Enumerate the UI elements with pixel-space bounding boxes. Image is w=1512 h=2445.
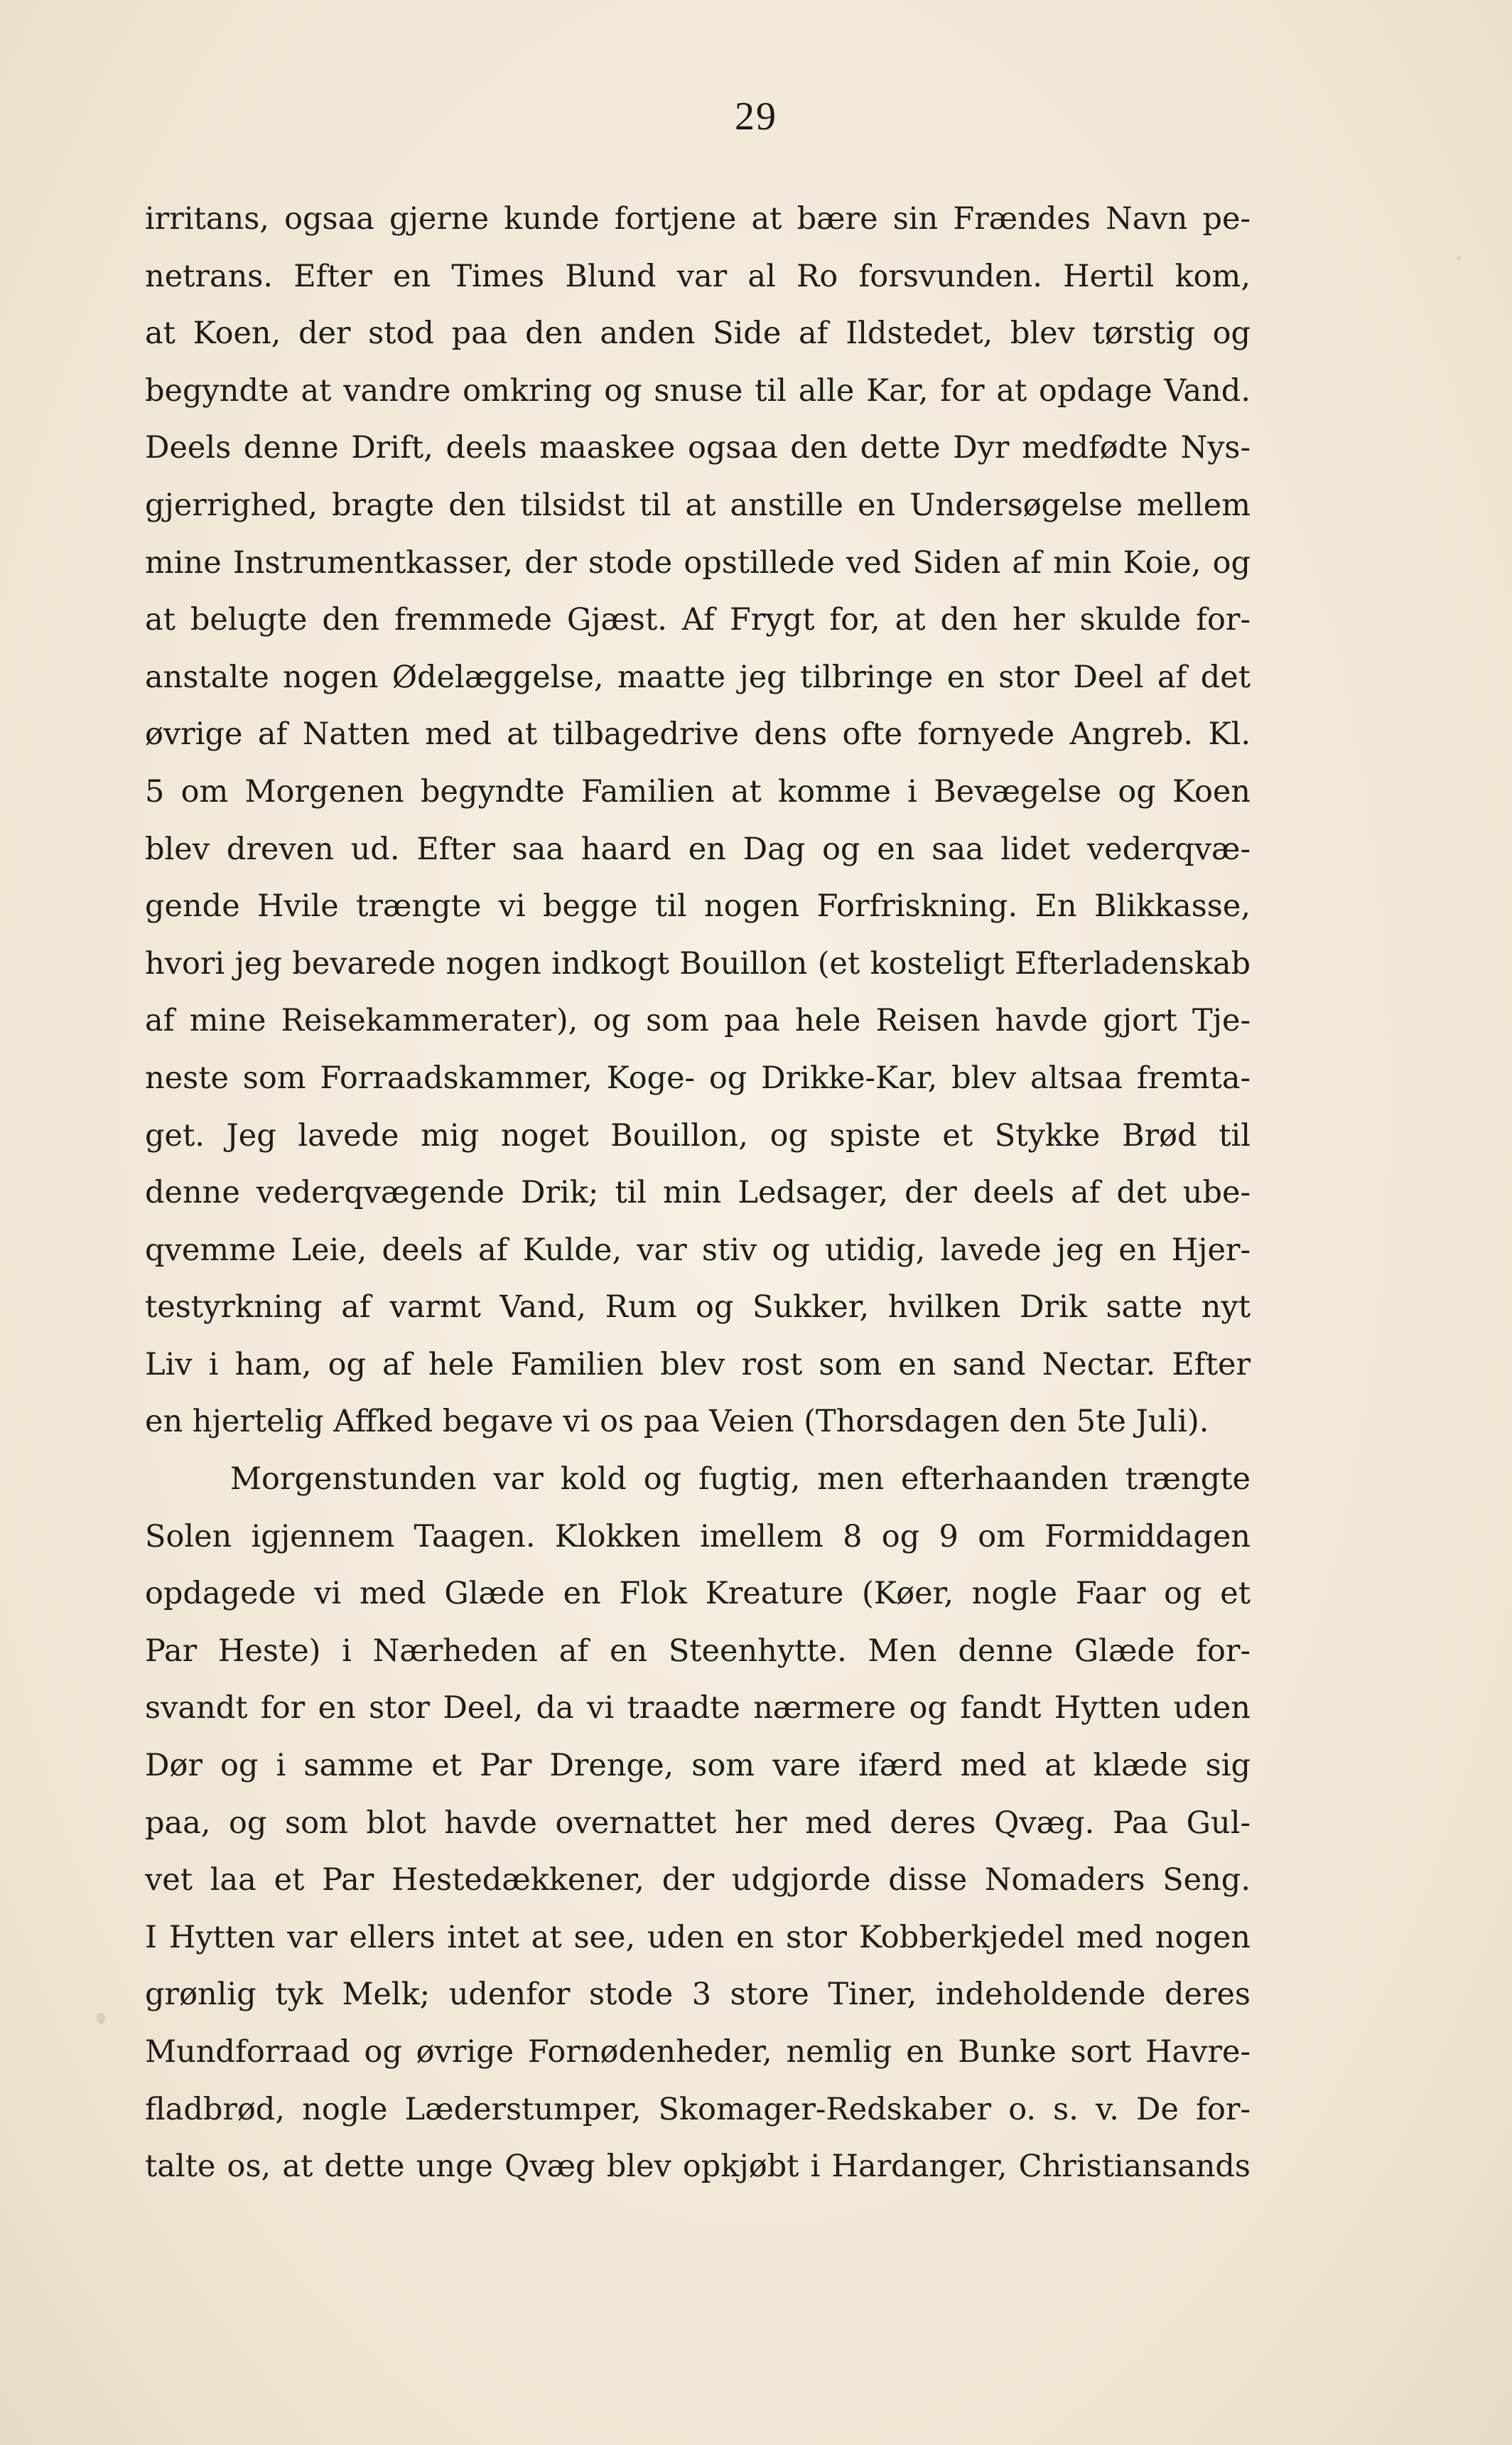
text-line: en hjertelig Affked begave vi os paa Veien (Thorsdagen den 5te Juli). [145, 1404, 1209, 1440]
page-number: 29 [735, 95, 777, 139]
text-line: paa, og som blot havde overnattet her med deres Qvæg. Paa Gul- [145, 1805, 1251, 1841]
text-line: at Koen, der stod paa den anden Side af Ildstedet, blev tørstig og [145, 316, 1251, 352]
text-line: begyndte at vandre omkring og snuse til alle Kar, for at opdage Vand. [145, 372, 1251, 409]
paper-spot [97, 2013, 105, 2024]
text-line: gende Hvile trængte vi begge til nogen Forfriskning. En Blikkasse, [145, 888, 1251, 925]
text-line: testyrkning af varmt Vand, Rum og Sukker, hvilken Drik satte nyt [145, 1289, 1251, 1326]
text-line: irritans, ogsaa gjerne kunde fortjene at bære sin Frændes Navn pe- [145, 201, 1251, 237]
text-line: hvori jeg bevarede nogen indkogt Bouillon (et kosteligt Efterladenskab [145, 945, 1251, 982]
text-line: Deels denne Drift, deels maaskee ogsaa den dette Dyr medfødte Nys- [145, 430, 1251, 466]
text-line: Solen igjennem Taagen. Klokken imellem 8 og 9 om Formiddagen [145, 1518, 1251, 1554]
text-line: Mundforraad og øvrige Fornødenheder, nemlig en Bunke sort Havre- [145, 2034, 1251, 2070]
body-text [145, 190, 1251, 2196]
text-line: get. Jeg lavede mig noget Bouillon, og spiste et Stykke Brød til [145, 1117, 1251, 1154]
text-line: grønlig tyk Melk; udenfor stode 3 store Tiner, indeholdende deres [145, 1977, 1251, 2013]
text-line: talte os, at dette unge Qvæg blev opkjøbt i Hardanger, Christiansands [145, 2149, 1251, 2185]
text-line: øvrige af Natten med at tilbagedrive dens ofte fornyede Angreb. Kl. [145, 716, 1251, 753]
text-line: neste som Forraadskammer, Koge- og Drikke-Kar, blev altsaa fremta- [145, 1060, 1251, 1096]
text-line: qvemme Leie, deels af Kulde, var stiv og utidig, lavede jeg en Hjer- [145, 1232, 1251, 1268]
text-line: I Hytten var ellers intet at see, uden en stor Kobberkjedel med nogen [145, 1919, 1251, 1955]
text-line: opdagede vi med Glæde en Flok Kreature (Køer, nogle Faar og et [145, 1576, 1251, 1612]
text-line: anstalte nogen Ødelæggelse, maatte jeg tilbringe en stor Deel af det [145, 659, 1251, 695]
text-line: blev dreven ud. Efter saa haard en Dag og en saa lidet vederqvæ- [145, 831, 1251, 867]
text-line: Dør og i samme et Par Drenge, som vare ifærd med at klæde sig [145, 1748, 1251, 1784]
text-line: fladbrød, nogle Læderstumper, Skomager-Redskaber o. s. v. De for- [145, 2091, 1251, 2127]
text-line: af mine Reisekammerater), og som paa hele Reisen havde gjort Tje- [145, 1003, 1251, 1039]
text-line: mine Instrumentkasser, der stode opstillede ved Siden af min Koie, og [145, 544, 1251, 581]
text-line: at belugte den fremmede Gjæst. Af Frygt for, at den her skulde for- [145, 602, 1251, 638]
text-line: 5 om Morgenen begyndte Familien at komme i Bevægelse og Koen [145, 773, 1251, 810]
text-line: gjerrighed, bragte den tilsidst til at anstille en Undersøgelse mellem [145, 487, 1251, 523]
text-line: Liv i ham, og af hele Familien blev rost som en sand Nectar. Efter [145, 1346, 1251, 1382]
text-line: vet laa et Par Hestedækkener, der udgjorde disse Nomaders Seng. [145, 1862, 1251, 1898]
text-line: netrans. Efter en Times Blund var al Ro forsvunden. Hertil kom, [145, 258, 1251, 294]
text-line: svandt for en stor Deel, da vi traadte nærmere og fandt Hytten uden [145, 1690, 1251, 1726]
text-line: Par Heste) i Nærheden af en Steenhytte. Men denne Glæde for- [145, 1633, 1251, 1669]
text-line: Morgenstunden var kold og fugtig, men efterhaanden trængte [230, 1461, 1251, 1498]
paper-spot [1457, 256, 1461, 260]
text-line: denne vederqvægende Drik; til min Ledsager, der deels af det ube- [145, 1175, 1251, 1211]
